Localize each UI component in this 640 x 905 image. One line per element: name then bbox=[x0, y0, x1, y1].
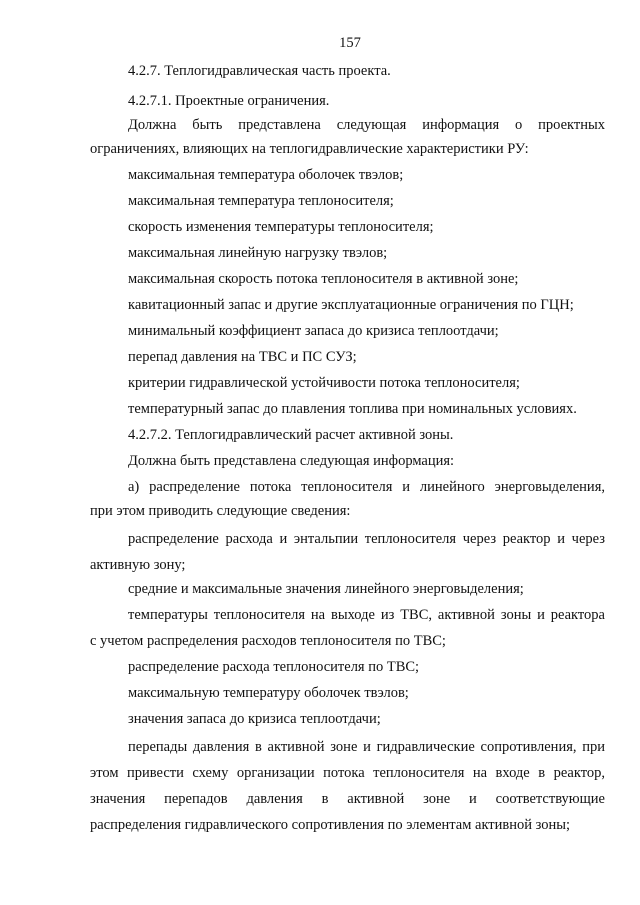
list-item: максимальная линейную нагрузку твэлов; bbox=[128, 245, 388, 261]
paragraph-line: при этом приводить следующие сведения: bbox=[90, 503, 351, 519]
list-item-continuation: с учетом распределения расходов теплоносителя по ТВС; bbox=[90, 633, 446, 649]
list-item: максимальная температура теплоносителя; bbox=[128, 193, 394, 209]
list-item: минимальный коэффициент запаса до кризиса теплоотдачи; bbox=[128, 323, 499, 339]
list-item-continuation: активную зону; bbox=[90, 557, 186, 573]
list-item-continuation: значения перепадов давления в активной зоне и соответствующие bbox=[90, 791, 605, 807]
section-heading-4-2-7: 4.2.7. Теплогидравлическая часть проекта. bbox=[128, 63, 391, 79]
list-item: температуры теплоносителя на выходе из ТВС, активной зоны и реактора bbox=[128, 607, 605, 623]
subsection-heading-4-2-7-2: 4.2.7.2. Теплогидравлический расчет активной зоны. bbox=[128, 427, 454, 443]
list-item: значения запаса до кризиса теплоотдачи; bbox=[128, 711, 381, 727]
paragraph-line: Должна быть представлена следующая информация о проектных bbox=[128, 117, 605, 133]
list-item: перепады давления в активной зоне и гидравлические сопротивления, при bbox=[128, 739, 605, 755]
page-number: 157 bbox=[339, 35, 361, 51]
list-item: распределение расхода теплоносителя по ТВС; bbox=[128, 659, 420, 675]
paragraph-line: ограничениях, влияющих на теплогидравлические характеристики РУ: bbox=[90, 141, 529, 157]
list-item: температурный запас до плавления топлива при номинальных условиях. bbox=[128, 401, 577, 417]
paragraph-line: а) распределение потока теплоносителя и линейного энерговыделения, bbox=[128, 479, 605, 495]
list-item: средние и максимальные значения линейного энерговыделения; bbox=[128, 581, 524, 597]
list-item: критерии гидравлической устойчивости потока теплоносителя; bbox=[128, 375, 520, 391]
subsection-heading-4-2-7-1: 4.2.7.1. Проектные ограничения. bbox=[128, 93, 330, 109]
list-item-continuation: распределения гидравлического сопротивления по элементам активной зоны; bbox=[90, 817, 571, 833]
list-item-continuation: этом привести схему организации потока теплоносителя на входе в реактор, bbox=[90, 765, 605, 781]
list-item: максимальная температура оболочек твэлов; bbox=[128, 167, 404, 183]
list-item: максимальную температуру оболочек твэлов; bbox=[128, 685, 409, 701]
list-item: максимальная скорость потока теплоносителя в активной зоне; bbox=[128, 271, 519, 287]
list-item: перепад давления на ТВС и ПС СУЗ; bbox=[128, 349, 357, 365]
list-item: распределение расхода и энтальпии теплоносителя через реактор и через bbox=[128, 531, 605, 547]
list-item: скорость изменения температуры теплоносителя; bbox=[128, 219, 434, 235]
paragraph-line: Должна быть представлена следующая информация: bbox=[128, 453, 455, 469]
list-item: кавитационный запас и другие эксплуатационные ограничения по ГЦН; bbox=[128, 297, 574, 313]
